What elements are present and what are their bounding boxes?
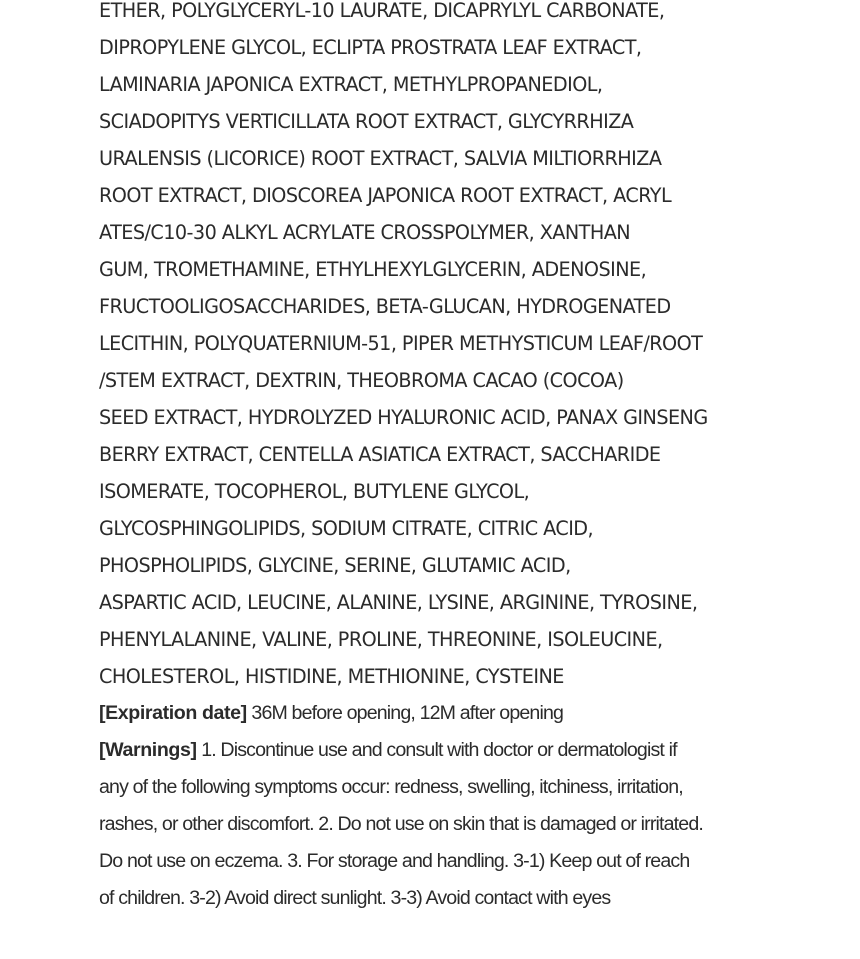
ingredients-line: ROOT EXTRACT, DIOSCOREA JAPONICA ROOT EXTRACT, ACRYL	[99, 184, 672, 207]
ingredients-line: GLYCOSPHINGOLIPIDS, SODIUM CITRATE, CITRIC ACID,	[99, 517, 594, 540]
expiration-date-line	[99, 695, 799, 732]
warnings-text: 1. Discontinue use and consult with doctor or dermatologist if	[196, 739, 677, 761]
warnings-first-line	[99, 732, 799, 769]
ingredients-line: ETHER, POLYGLYCERYL-10 LAURATE, DICAPRYLYL CARBONATE,	[99, 0, 665, 22]
ingredients-line: PHOSPHOLIPIDS, GLYCINE, SERINE, GLUTAMIC ACID,	[99, 554, 571, 577]
ingredients-line: URALENSIS (LICORICE) ROOT EXTRACT, SALVIA MILTIORRHIZA	[99, 147, 662, 170]
warnings-line: Do not use on eczema. 3. For storage and handling. 3-1) Keep out of reach	[99, 850, 690, 872]
ingredients-list	[99, 0, 799, 695]
ingredients-line: DIPROPYLENE GLYCOL, ECLIPTA PROSTRATA LEAF EXTRACT,	[99, 36, 642, 59]
ingredients-line: BERRY EXTRACT, CENTELLA ASIATICA EXTRACT, SACCHARIDE	[99, 443, 661, 466]
product-info-document	[99, 0, 799, 917]
ingredients-line: GUM, TROMETHAMINE, ETHYLHEXYLGLYCERIN, ADENOSINE,	[99, 258, 647, 281]
warnings-line: of children. 3-2) Avoid direct sunlight. 3-3) Avoid contact with eyes	[99, 887, 611, 909]
ingredients-line: PHENYLALANINE, VALINE, PROLINE, THREONINE, ISOLEUCINE,	[99, 628, 663, 651]
warnings-label: [Warnings]	[99, 739, 197, 761]
ingredients-line: SCIADOPITYS VERTICILLATA ROOT EXTRACT, GLYCYRRHIZA	[99, 110, 634, 133]
expiration-date-label: [Expiration date]	[99, 702, 247, 724]
ingredients-line: LECITHIN, POLYQUATERNIUM-51, PIPER METHYSTICUM LEAF/ROOT	[99, 332, 703, 355]
ingredients-line: CHOLESTEROL, HISTIDINE, METHIONINE, CYSTEINE	[99, 665, 564, 688]
warnings-line: any of the following symptoms occur: redness, swelling, itchiness, irritation,	[99, 776, 683, 798]
ingredients-line: FRUCTOOLIGOSACCHARIDES, BETA-GLUCAN, HYDROGENATED	[99, 295, 671, 318]
ingredients-line: SEED EXTRACT, HYDROLYZED HYALURONIC ACID, PANAX GINSENG	[99, 406, 708, 429]
ingredients-line: ISOMERATE, TOCOPHEROL, BUTYLENE GLYCOL,	[99, 480, 530, 503]
ingredients-line: /STEM EXTRACT, DEXTRIN, THEOBROMA CACAO (COCOA)	[99, 369, 624, 392]
ingredients-line: LAMINARIA JAPONICA EXTRACT, METHYLPROPANEDIOL,	[99, 73, 603, 96]
warnings-line: rashes, or other discomfort. 2. Do not use on skin that is damaged or irritated.	[99, 813, 703, 835]
expiration-date-text: 36M before opening, 12M after opening	[246, 702, 564, 724]
warnings-section	[99, 732, 799, 917]
ingredients-line: ASPARTIC ACID, LEUCINE, ALANINE, LYSINE, ARGININE, TYROSINE,	[99, 591, 698, 614]
ingredients-line: ATES/C10-30 ALKYL ACRYLATE CROSSPOLYMER, XANTHAN	[99, 221, 631, 244]
